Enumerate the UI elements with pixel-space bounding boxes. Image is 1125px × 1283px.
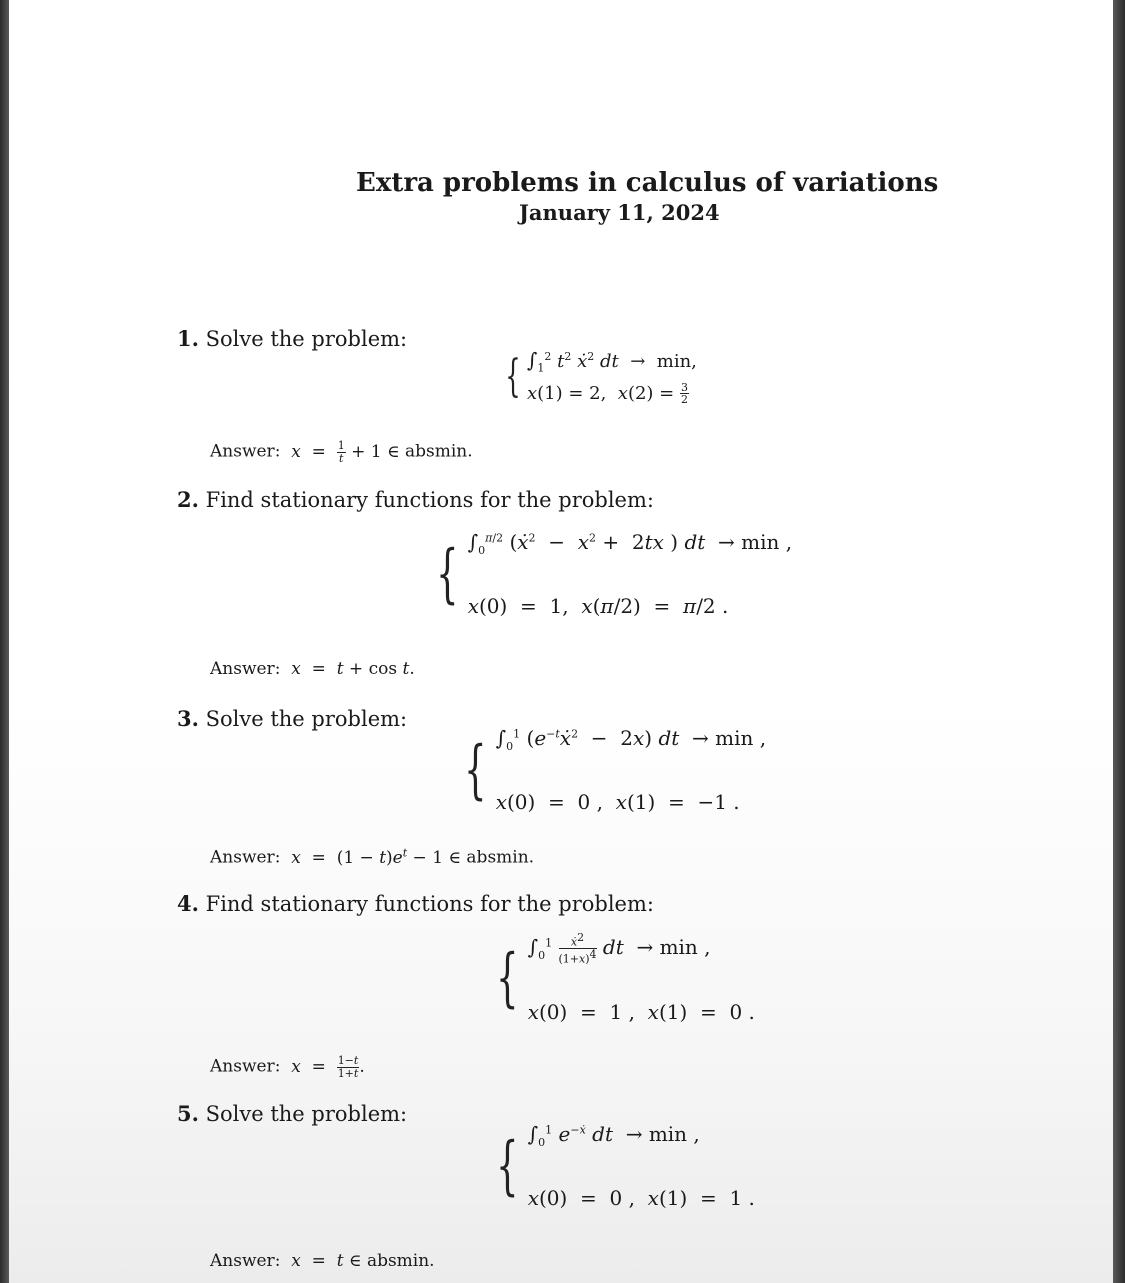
answer-formula: x = t + cos t. bbox=[291, 659, 415, 679]
boundary-line: x(1) = 2, x(2) = $\frac{3}{2}$ bbox=[527, 380, 688, 407]
document-title: Extra problems in calculus of variations bbox=[356, 168, 939, 198]
functional-line: $\int_0^1$ $(e^{-t}ẋ^2 - 2x)$ dt → min , bbox=[495, 726, 767, 753]
left-brace: { bbox=[436, 537, 459, 611]
left-brace: { bbox=[496, 1129, 519, 1203]
left-brace: { bbox=[464, 733, 487, 807]
problem-4-heading bbox=[177, 891, 654, 916]
problem-2-heading bbox=[177, 487, 654, 512]
problem-number: 4. bbox=[177, 891, 199, 916]
left-brace: { bbox=[505, 351, 521, 402]
problem-2-answer bbox=[210, 659, 415, 679]
viewer-right-edge bbox=[1113, 0, 1125, 1283]
boundary-line: x(0) = 0 , x(1) = −1 . bbox=[495, 790, 740, 814]
system-lines bbox=[496, 726, 766, 814]
answer-label: Answer: bbox=[210, 847, 281, 868]
viewer-left-edge bbox=[0, 0, 9, 1283]
problem-1-heading bbox=[177, 326, 407, 351]
answer-label: Answer: bbox=[210, 659, 281, 679]
problem-1-answer bbox=[210, 440, 473, 464]
answer-label: Answer: bbox=[210, 441, 281, 462]
answer-label: Answer: bbox=[210, 1056, 281, 1077]
problem-number: 1. bbox=[177, 326, 199, 351]
answer-suffix: absmin. bbox=[366, 1251, 435, 1271]
problem-text: Find stationary functions for the problem: bbox=[205, 488, 654, 512]
answer-formula: x = $\frac{1-t}{1+t}$ . bbox=[291, 1054, 365, 1080]
problem-1-system bbox=[499, 348, 697, 406]
problem-5-heading bbox=[177, 1101, 407, 1126]
answer-suffix: absmin. bbox=[466, 847, 535, 868]
problem-2-system bbox=[427, 530, 792, 618]
problem-5-answer bbox=[210, 1251, 435, 1271]
document-date: January 11, 2024 bbox=[519, 200, 720, 225]
boundary-line: x(0) = 1 , x(1) = 0 . bbox=[527, 1000, 755, 1024]
system-lines bbox=[527, 348, 697, 406]
system-lines bbox=[468, 530, 792, 618]
functional-line: $\int_0^1$ $e^{-ẋ}$ dt → min , bbox=[527, 1122, 700, 1149]
problem-number: 5. bbox=[177, 1101, 199, 1126]
left-brace: { bbox=[496, 941, 519, 1015]
problem-number: 3. bbox=[177, 706, 199, 731]
document-page bbox=[9, 0, 1113, 1283]
answer-label: Answer: bbox=[210, 1251, 281, 1271]
functional-line: $\int_1^2$ $t^2$ ẋ$^2$ dt → min, bbox=[527, 348, 697, 375]
problem-4-answer bbox=[210, 1055, 365, 1079]
answer-formula: x = t ∈ bbox=[291, 1251, 367, 1271]
problem-5-system bbox=[487, 1122, 755, 1210]
problem-3-answer bbox=[210, 846, 534, 868]
problem-3-heading bbox=[177, 706, 407, 731]
boundary-line: x(0) = 0 , x(1) = 1 . bbox=[527, 1186, 755, 1210]
system-lines bbox=[528, 1122, 755, 1210]
answer-formula: x = $\frac{1}{t}$ + 1 ∈ bbox=[291, 439, 405, 465]
problem-4-system bbox=[487, 932, 755, 1024]
system-lines bbox=[528, 932, 755, 1024]
answer-formula: $x = (1 - t)e^t - 1$ ∈ bbox=[291, 846, 467, 868]
functional-line: $\int_0^1$ $\frac{ẋ^2}{(1+x)^4}$ dt → min , bbox=[527, 931, 711, 966]
problem-text: Find stationary functions for the problem: bbox=[205, 892, 654, 916]
problem-number: 2. bbox=[177, 487, 199, 512]
functional-line: $\int_0^{\pi/2}$ (ẋ$^2$ − $x^2 + 2tx$ ) dt → min , bbox=[467, 530, 793, 557]
problem-text: Solve the problem: bbox=[205, 1102, 408, 1126]
problem-3-system bbox=[455, 726, 766, 814]
boundary-line: x(0) = 1, x(π/2) = π/2 . bbox=[467, 594, 729, 618]
problem-text: Solve the problem: bbox=[205, 327, 408, 351]
problem-text: Solve the problem: bbox=[205, 707, 408, 731]
answer-suffix: absmin. bbox=[404, 441, 473, 462]
